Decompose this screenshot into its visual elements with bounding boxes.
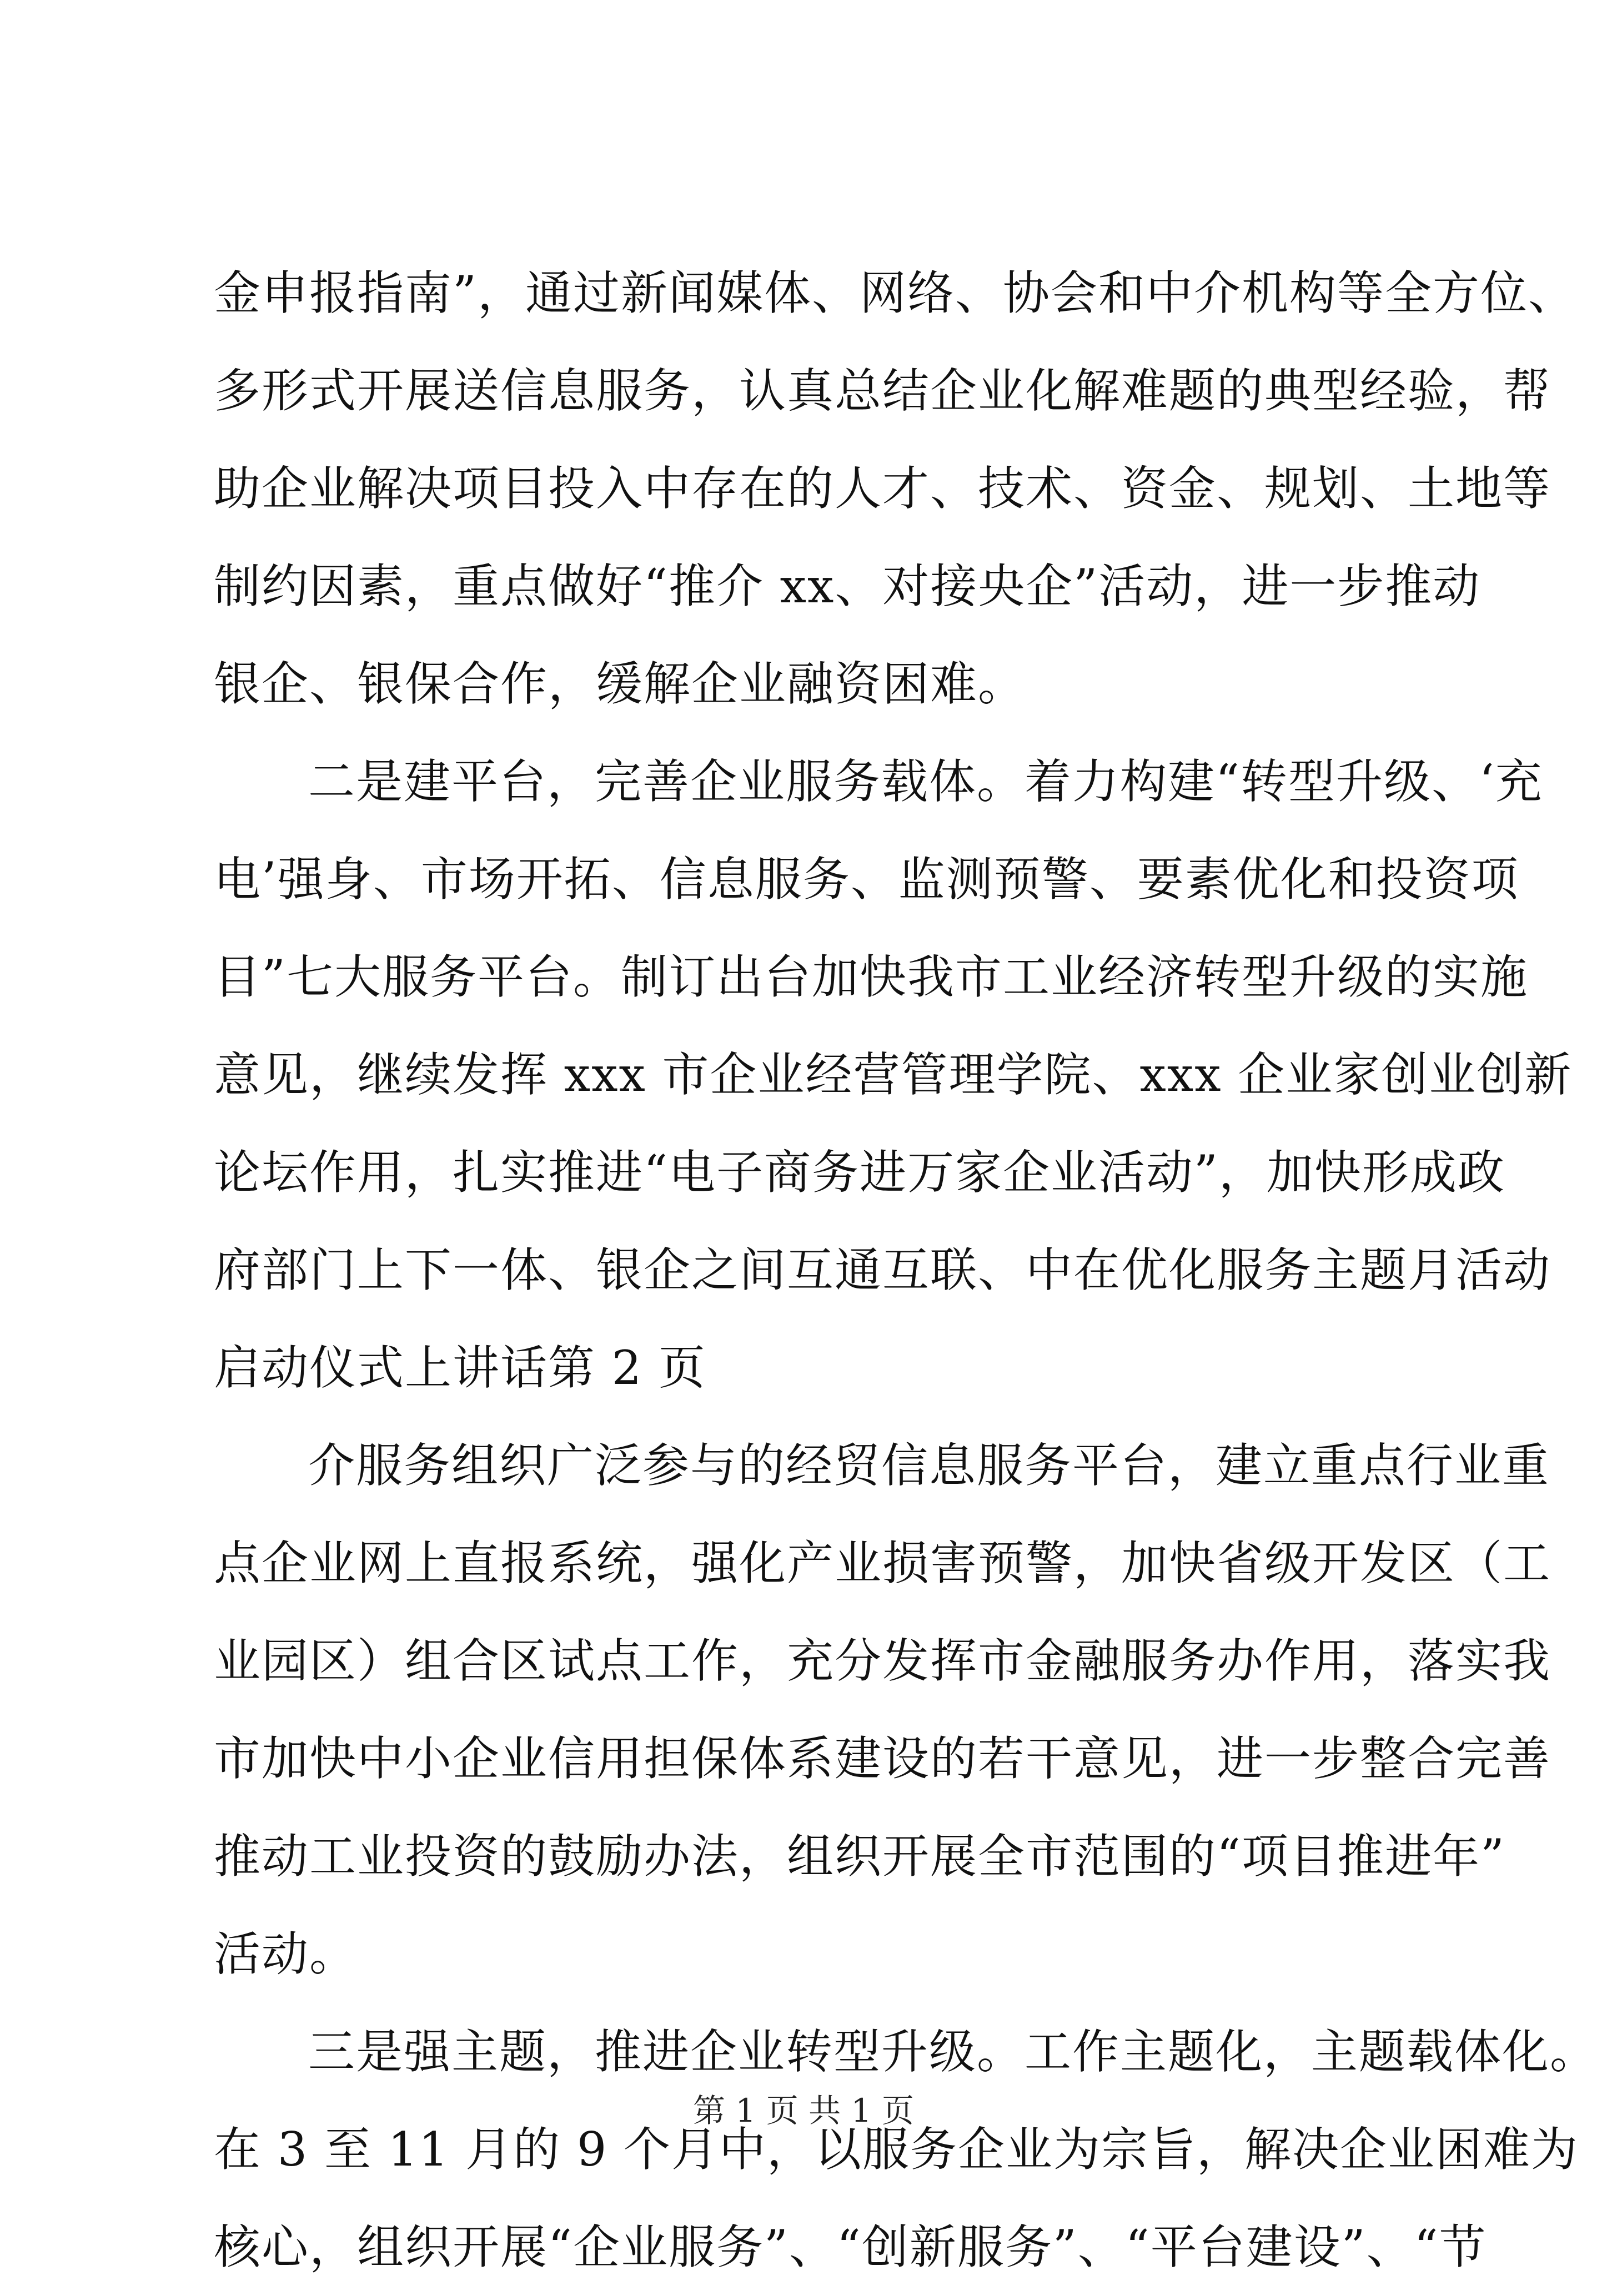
text-line: 市加快中小企业信用担保体系建设的若干意见，进一步整合完善 (214, 1731, 1551, 1786)
text-line: 业园区）组合区试点工作，充分发挥市金融服务办作用，落实我 (214, 1634, 1551, 1688)
text-line: 制约因素，重点做好“推介 xx、对接央企”活动，进一步推动 (214, 559, 1481, 613)
text-line: 意见，继续发挥 xxx 市企业经营管理学院、xxx 企业家创业创新 (214, 1048, 1573, 1102)
text-line: 目”七大服务平台。制订出台加快我市工业经济转型升级的实施 (214, 950, 1528, 1004)
paragraph-start-line: 介服务组织广泛参与的经贸信息服务平台，建立重点行业重 (308, 1438, 1550, 1493)
text-line: 多形式开展送信息服务，认真总结企业化解难题的典型经验，帮 (214, 364, 1551, 418)
text-line: 在 3 至 11 月的 9 个月中，以服务企业为宗旨，解决企业困难为 (214, 2122, 1579, 2177)
document-body (214, 244, 1598, 2296)
text-line: 府部门上下一体、银企之间互通互联、中在优化服务主题月活动 (214, 1243, 1551, 1297)
text-line: 活动。 (214, 1927, 358, 1981)
page-footer: 第 1 页 共 1 页 (693, 2092, 914, 2129)
text-line: 论坛作用，扎实推进“电子商务进万家企业活动”，加快形成政 (214, 1145, 1505, 1200)
text-line: 点企业网上直报系统，强化产业损害预警，加快省级开发区（工 (214, 1536, 1551, 1590)
text-line: 银企、银保合作，缓解企业融资困难。 (214, 657, 1026, 711)
text-line: 金申报指南”，通过新闻媒体、网络、协会和中介机构等全方位、 (214, 266, 1576, 320)
text-line: 核心，组织开展“企业服务”、“创新服务”、“平台建设”、“节 (214, 2220, 1487, 2274)
paragraph-start-line: 三是强主题，推进企业转型升级。工作主题化，主题载体化。 (308, 2025, 1598, 2079)
text-line: 推动工业投资的鼓励办法，组织开展全市范围的“项目推进年” (214, 1829, 1505, 1884)
paragraph-start-line: 二是建平台，完善企业服务载体。着力构建“转型升级、‘充 (308, 754, 1543, 809)
text-line: 助企业解决项目投入中存在的人才、技术、资金、规划、土地等 (214, 461, 1551, 516)
text-line: 电’强身、市场开拓、信息服务、监测预警、要素优化和投资项 (214, 852, 1519, 907)
text-line: 启动仪式上讲话第 2 页 (214, 1341, 706, 1395)
